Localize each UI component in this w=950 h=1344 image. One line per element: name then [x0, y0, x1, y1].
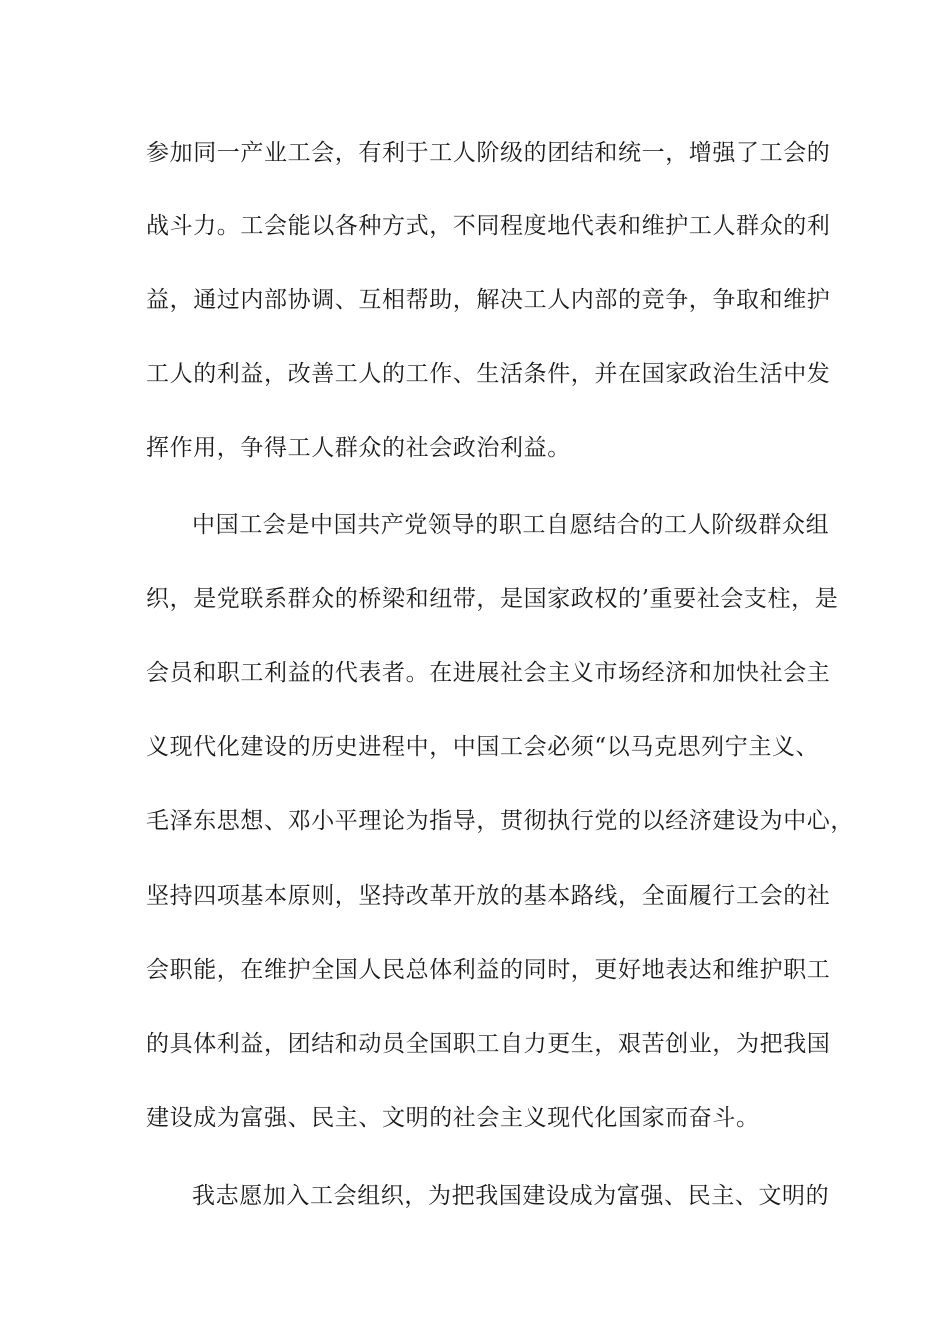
paragraph-2-line-2: 织，是党联系群众的桥梁和纽带，是国家政权的’重要社会支柱，是 [146, 586, 839, 612]
paragraph-2-line-5: 毛泽东思想、邓小平理论为指导，贯彻执行党的以经济建设为中心， [146, 808, 854, 834]
paragraph-1-line-5: 挥作用，争得工人群众的社会政治利益。 [146, 435, 571, 461]
paragraph-1-line-4: 工人的利益，改善工人的工作、生活条件，并在国家政治生活中发 [146, 361, 831, 387]
paragraph-2-line-4: 义现代化建设的历史进程中，中国工会必须“以马克思列宁主义、 [146, 734, 820, 760]
paragraph-2-line-9: 建设成为富强、民主、文明的社会主义现代化国家而奋斗。 [146, 1105, 760, 1131]
paragraph-2-line-7: 会职能，在维护全国人民总体利益的同时，更好地表达和维护职工 [146, 957, 831, 983]
paragraph-2-line-8: 的具体利益，团结和动员全国职工自力更生，艰苦创业，为把我国 [146, 1031, 831, 1057]
paragraph-1-line-3: 益，通过内部协调、互相帮助，解决工人内部的竞争，争取和维护 [146, 287, 831, 313]
paragraph-2-line-3: 会员和职工利益的代表者。在进展社会主义市场经济和加快社会主 [146, 660, 831, 686]
paragraph-2-line-6: 坚持四项基本原则，坚持改革开放的基本路线，全面履行工会的社 [146, 883, 831, 909]
paragraph-3-line-1: 我志愿加入工会组织，为把我国建设成为富强、民主、文明的 [192, 1183, 830, 1209]
paragraph-1-line-2: 战斗力。工会能以各种方式，不同程度地代表和维护工人群众的利 [146, 213, 831, 239]
paragraph-1-line-1: 参加同一产业工会，有利于工人阶级的团结和统一，增强了工会的 [146, 140, 831, 166]
paragraph-2-line-1: 中国工会是中国共产党领导的职工自愿结合的工人阶级群众组 [192, 512, 830, 538]
